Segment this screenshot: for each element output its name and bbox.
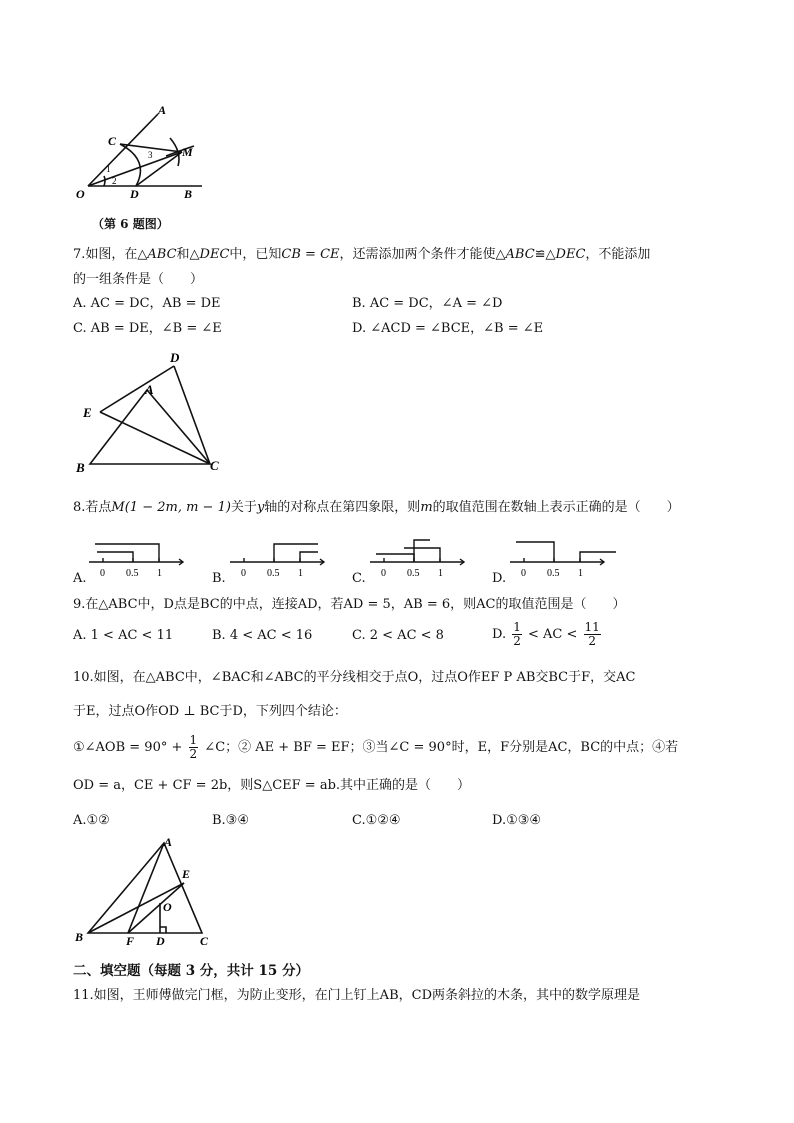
figure-q7 [72, 348, 232, 478]
svg-text:0.5: 0.5 [547, 568, 560, 579]
svg-text:1: 1 [157, 568, 162, 579]
svg-text:0.5: 0.5 [267, 568, 280, 579]
svg-text:0: 0 [521, 568, 526, 579]
fig6-caption: （第 6 题图） [92, 217, 169, 231]
q7-line2: 的一组条件是（ ） [73, 272, 204, 287]
fig10-label-D: D [156, 934, 165, 948]
q8-option-a: A. 0 0.5 1 [73, 536, 193, 586]
figure-q6 [70, 100, 210, 200]
fig6-label-3: 3 [148, 150, 153, 160]
fig7-label-D: D [170, 350, 180, 365]
fig10-label-F: F [126, 934, 135, 948]
q10-option-c: C.①②④ [352, 813, 401, 828]
fig10-label-A: A [164, 835, 173, 849]
fig6-label-C: C [108, 134, 117, 148]
q9-option-c: C. 2 < AC < 8 [352, 628, 444, 643]
q8-text: 8.若点M(1 − 2m, m − 1)关于y轴的对称点在第四象限，则m的取值范围在数轴上表示正确的是（ ） [73, 500, 680, 515]
q7-option-a: A. AC = DC，AB = DE [73, 296, 221, 311]
fig6-label-D: D [130, 187, 139, 200]
q7-line1: 7.如图，在△ABC和△DEC中，已知CB = CE，还需添加两个条件才能使△ABC≌△DEC，不能添加 [73, 247, 651, 262]
svg-text:0.5: 0.5 [407, 568, 420, 579]
q9-option-a: A. 1 < AC < 11 [73, 628, 174, 643]
fig6-label-1: 1 [106, 164, 111, 174]
q9-option-b: B. 4 < AC < 16 [212, 628, 313, 643]
fig6-label-A: A [158, 103, 167, 117]
q8-option-b: B. 0 0.5 1 [212, 536, 332, 586]
fig10-label-B: B [75, 930, 84, 944]
svg-text:1: 1 [578, 568, 583, 579]
svg-text:0: 0 [100, 568, 105, 579]
q10-line1: 10.如图，在△ABC中，∠BAC和∠ABC的平分线相交于点O，过点O作EF P AB交BC于F，交AC [73, 670, 636, 685]
fig7-label-A: A [145, 382, 154, 397]
q7-option-b: B. AC = DC，∠A = ∠D [352, 296, 503, 311]
q10-line4: OD = a，CE + CF = 2b，则S△CEF = ab.其中正确的是（ ） [73, 778, 471, 793]
fig10-label-C: C [200, 934, 209, 948]
fig7-label-E: E [83, 405, 92, 420]
fig10-label-O: O [163, 900, 172, 914]
fig6-label-O: O [76, 187, 85, 200]
q10-line2: 于E，过点O作OD ⊥ BC于D，下列四个结论： [73, 704, 347, 719]
figure-q10 [72, 835, 222, 950]
q8-option-d: D. 0 0.5 1 [492, 536, 622, 586]
section-2-heading: 二、填空题（每题 3 分，共计 15 分） [73, 963, 309, 979]
svg-text:1: 1 [438, 568, 443, 579]
fig6-label-B: B [184, 187, 193, 200]
svg-text:0: 0 [241, 568, 246, 579]
q10-line3: ①∠AOB = 90° + $\frac{1}{2}$ ∠C；② AE + BF = EF；③当∠C = 90°时，E，F分别是AC，BC的中点；④若 [73, 733, 679, 761]
q10-option-b: B.③④ [212, 813, 249, 828]
q10-option-d: D.①③④ [492, 813, 542, 828]
q8-option-c: C. 0 0.5 1 [352, 536, 472, 586]
q11-text: 11.如图，王师傅做完门框，为防止变形，在门上钉上AB，CD两条斜拉的木条，其中的数学原理是 [73, 988, 640, 1003]
q9-option-d: D. $\frac{1}{2}$ < AC < $\frac{11}{2}$ [492, 620, 600, 648]
svg-text:0: 0 [381, 568, 386, 579]
fig7-label-C: C [210, 458, 219, 473]
fig10-label-E: E [182, 867, 191, 881]
fig7-label-B: B [76, 460, 85, 475]
fig6-label-M: M [182, 145, 193, 159]
q7-option-d: D. ∠ACD = ∠BCE，∠B = ∠E [352, 321, 544, 336]
fig6-label-2: 2 [112, 176, 117, 186]
svg-text:1: 1 [298, 568, 303, 579]
svg-text:0.5: 0.5 [126, 568, 139, 579]
q10-option-a: A.①② [73, 813, 110, 828]
q7-option-c: C. AB = DE，∠B = ∠E [73, 321, 222, 336]
q9-text: 9.在△ABC中，D点是BC的中点，连接AD，若AD = 5，AB = 6，则AC的取值范围是（ ） [73, 597, 626, 612]
